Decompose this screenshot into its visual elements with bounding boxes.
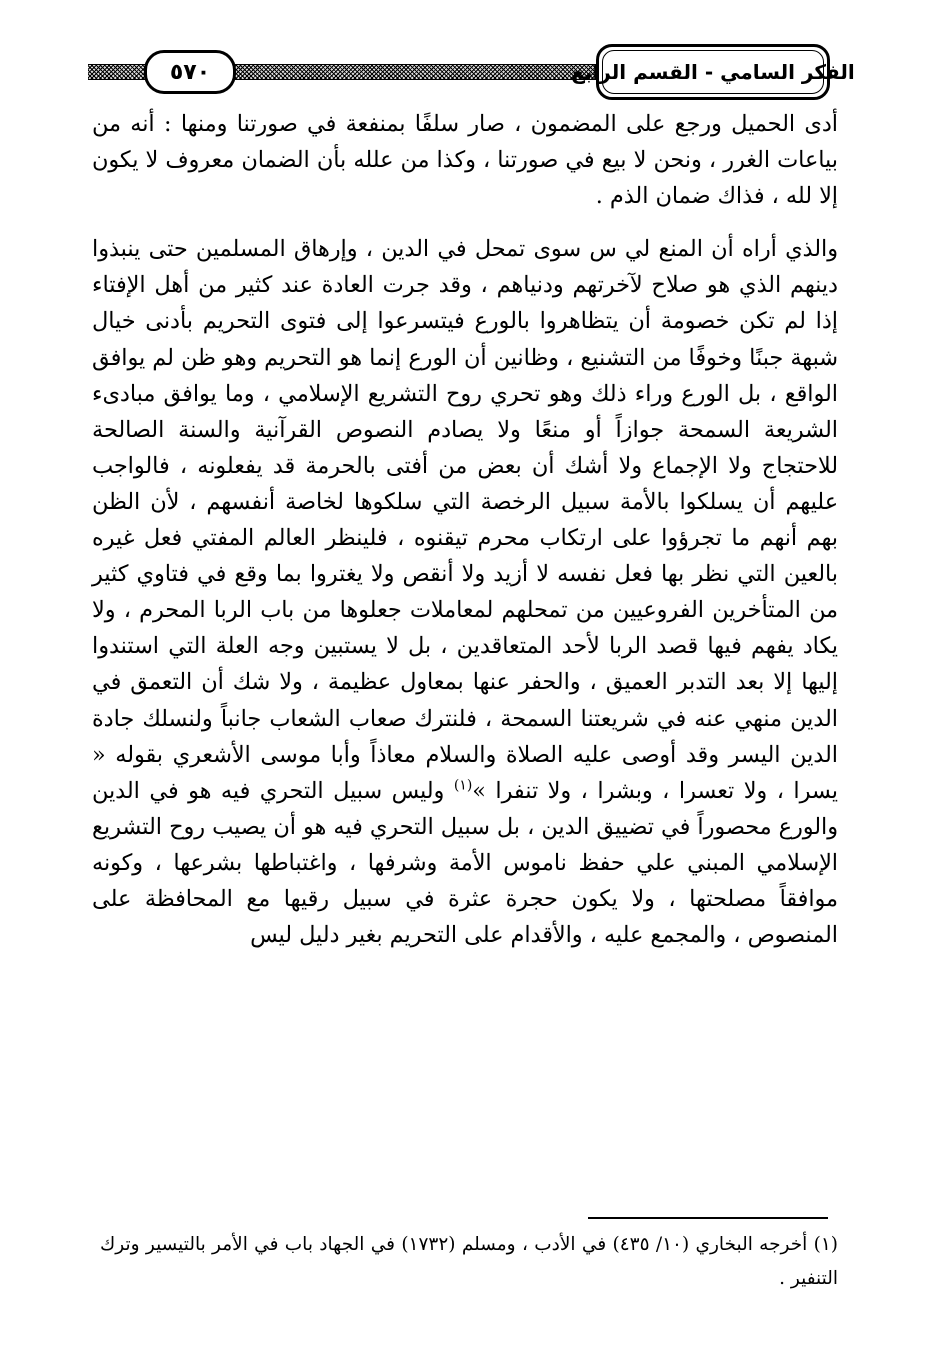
paragraph-2-text: والذي أراه أن المنع لي س سوى تمحل في الدين ، وإرهاق المسلمين حتى ينبذوا دينهم الذي هو صلاح لآخرتهم ودنياهم ، وقد جرت العادة عند كثير من أهل الإفتاء إذا لم تكن خصومة أن يتظاهروا بالورع فيتسرعوا إلى فتوى التحريم بأدنى خيال شبهة جبنًا وخوفًا من التشنيع ، وظانين أن الورع إنما هو التحريم وهو ظن لم يوافق الواقع ، بل الورع وراء ذلك وهو تحري روح التشريع الإسلامي ، وما يوافق مبادىء الشريعة السمحة جوازاً أو منعًا ولا يصادم النصوص القرآنية والسنة الصالحة للاحتجاج ولا الإجماع ولا أشك أن بعض من أفتى بالحرمة قد يفعلونه ، فالواجب عليهم أن يسلكوا بالأمة سبيل الرخصة التي سلكوها لخاصة أنفسهم ، لأن الظن بهم أنهم ما تجرؤوا على ارتكاب محرم تيقنوه ، فلينظر العالم المفتي فعل غيره بالعين التي نظر بها فعل نفسه لا أزيد ولا أنقص ولا يغتروا بما وقع في فتاوي كثير من المتأخرين الفروعيين من تمحلهم لمعاملات جعلوها من باب الربا المحرم ، ولا يكاد يفهم فيها قصد الربا لأحد المتعاقدين ، بل لا يستبين وجه العلة التي استندوا إليها إلا بعد التدبر العميق ، والحفر عنها بمعاول عظيمة ، ولا شك أن التعمق في الدين منهي عنه في شريعتنا السمحة ، فلنترك صعاب الشعاب جانباً ولنسلك جادة الدين اليسر وقد أوصى عليه الصلاة والسلام معاذاً وأبا موسى الأشعري بقوله « يسرا ، ولا تعسرا ، وبشرا ، ولا تنفرا » bbox=[92, 236, 838, 804]
footnote-divider bbox=[588, 1217, 828, 1219]
footnote: (١) أخرجه البخاري (١٠/ ٤٣٥) في الأدب ، ومسلم (١٧٣٢) في الجهاد باب في الأمر بالتيسير وترك التنفير . bbox=[100, 1234, 838, 1289]
page-number: ٥٧٠ bbox=[144, 50, 236, 94]
page-header bbox=[88, 42, 855, 104]
paragraph-1: أدى الحميل ورجع على المضمون ، صار سلفًا بمنفعة في صورتنا ومنها : أنه من بياعات الغرر ، ونحن لا بيع في صورتنا ، وكذا من علله بأن الضمان معروف لا يكون إلا لله ، فذاك ضمان الذم . bbox=[92, 111, 838, 210]
body-text bbox=[92, 106, 838, 953]
paragraph-2-continuation: وليس سبيل التحري فيه هو في الدين والورع محصوراً في تضييق الدين ، بل سبيل التحري فيه هو أن يصيب روح التشريع الإسلامي المبني علي حفظ ناموس الأمة وشرفها ، واغتباطها بشرعها ، وكونه موافقاً مصلحتها ، ولا يكون حجرة عثرة في سبيل رقيها مع المحافظة على المنصوص ، والمجمع عليه ، والأقدام على التحريم بغير دليل ليس bbox=[92, 777, 838, 949]
running-title: الفكر السامي - القسم الرابع bbox=[596, 44, 830, 100]
paragraph-2 bbox=[92, 231, 838, 953]
footnote-reference: (١) bbox=[453, 777, 473, 794]
